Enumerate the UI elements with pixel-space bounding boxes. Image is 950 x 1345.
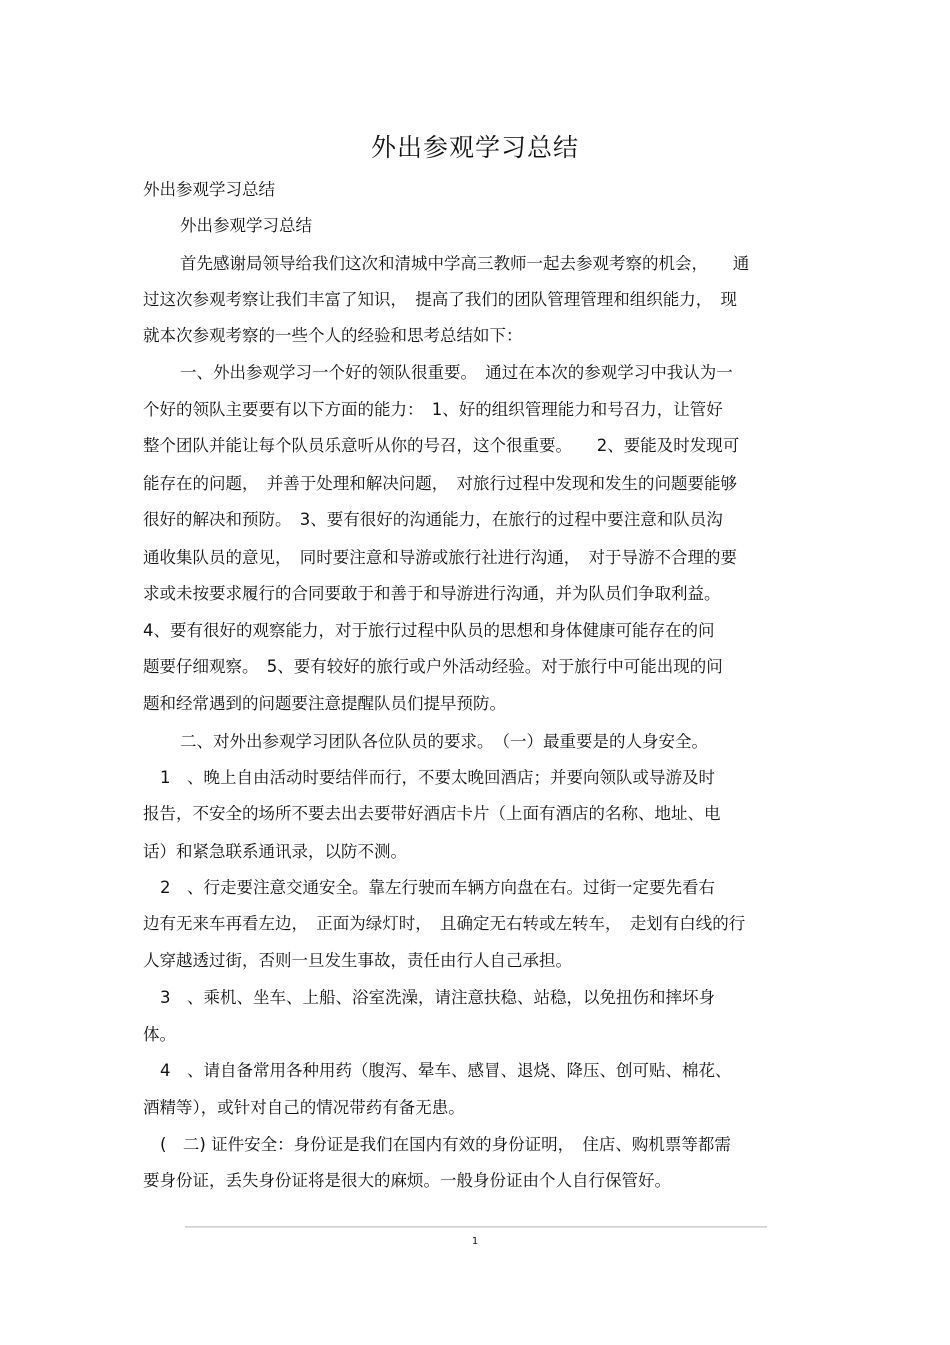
text-line: 一、外出参观学习一个好的领队很重要。 通过在本次的参观学习中我认为一 bbox=[180, 363, 733, 382]
text-line: 题和经常遇到的问题要注意提醒队员们提早预防。 bbox=[143, 694, 506, 713]
text-line: 能存在的问题， 并善于处理和解决问题， 对旅行过程中发现和发生的问题要能够 bbox=[143, 474, 737, 493]
text-line: 二、对外出参观学习团队各位队员的要求。 （一）最重要是的人身安全。 bbox=[180, 732, 708, 751]
text-line: 酒精等），或针对自己的情况带药有备无患。 bbox=[143, 1098, 465, 1117]
text-line: 话）和紧急联系通讯录，以防不测。 bbox=[143, 842, 407, 861]
text-line: 求或未按要求履行的合同要敢于和善于和导游进行沟通，并为队员们争取利益。 bbox=[143, 584, 721, 603]
text-line: 1 、晚上自由活动时要结伴而行，不要太晚回酒店；并要向领队或导游及时 bbox=[160, 768, 715, 787]
text-line: 4 、请自备常用各种用药（腹泻、晕车、感冒、退烧、降压、创可贴、棉花、 bbox=[160, 1061, 732, 1080]
footer-divider bbox=[185, 1226, 767, 1228]
text-line: 就本次参观考察的一些个人的经验和思考总结如下： bbox=[143, 326, 523, 345]
text-line: 4、要有很好的观察能力，对于旅行过程中队员的思想和身体健康可能存在的问 bbox=[143, 621, 715, 640]
text-line: 要身份证，丢失身份证将是很大的麻烦。一般身份证由个人自行保管好。 bbox=[143, 1171, 671, 1190]
text-line: 体。 bbox=[143, 1025, 176, 1044]
text-line: 首先感谢局领导给我们这次和清城中学高三教师一起去参观考察的机会， 通 bbox=[180, 254, 750, 273]
text-line: 外出参观学习总结 bbox=[180, 216, 312, 235]
text-line: 外出参观学习总结 bbox=[143, 180, 275, 199]
text-line: ( 二) 证件安全：身份证是我们在国内有效的身份证明， 住店、购机票等都需 bbox=[160, 1135, 731, 1154]
text-line: 3 、乘机、坐车、上船、浴室洗澡，请注意扶稳、站稳，以免扭伤和摔坏身 bbox=[160, 988, 715, 1007]
text-line: 个好的领队主要要有以下方面的能力： 1、好的组织管理能力和号召力，让管好 bbox=[143, 400, 723, 419]
text-line: 通收集队员的意见， 同时要注意和导游或旅行社进行沟通， 对于导游不合理的要 bbox=[143, 548, 737, 567]
text-line: 题要仔细观察。 5、要有较好的旅行或户外活动经验。对于旅行中可能出现的问 bbox=[143, 657, 723, 676]
text-line: 整个团队并能让每个队员乐意听从你的号召，这个很重要。 2、要能及时发现可 bbox=[143, 436, 740, 455]
text-line: 过这次参观考察让我们丰富了知识， 提高了我们的团队管理管理和组织能力， 现 bbox=[143, 290, 737, 309]
text-line: 边有无来车再看左边， 正面为绿灯时， 且确定无右转或左转车， 走划有白线的行 bbox=[143, 914, 746, 933]
text-line: 2 、行走要注意交通安全。靠左行驶而车辆方向盘在右。过街一定要先看右 bbox=[160, 878, 715, 897]
text-line: 人穿越透过街，否则一旦发生事故，责任由行人自己承担。 bbox=[143, 951, 572, 970]
page-number: 1 bbox=[471, 1236, 479, 1247]
text-line: 很好的解决和预防。 3、要有很好的沟通能力，在旅行的过程中要注意和队员沟 bbox=[143, 510, 723, 529]
text-line: 报告，不安全的场所不要去出去要带好酒店卡片（上面有酒店的名称、地址、电 bbox=[143, 804, 721, 823]
page-title: 外出参观学习总结 bbox=[370, 133, 579, 162]
